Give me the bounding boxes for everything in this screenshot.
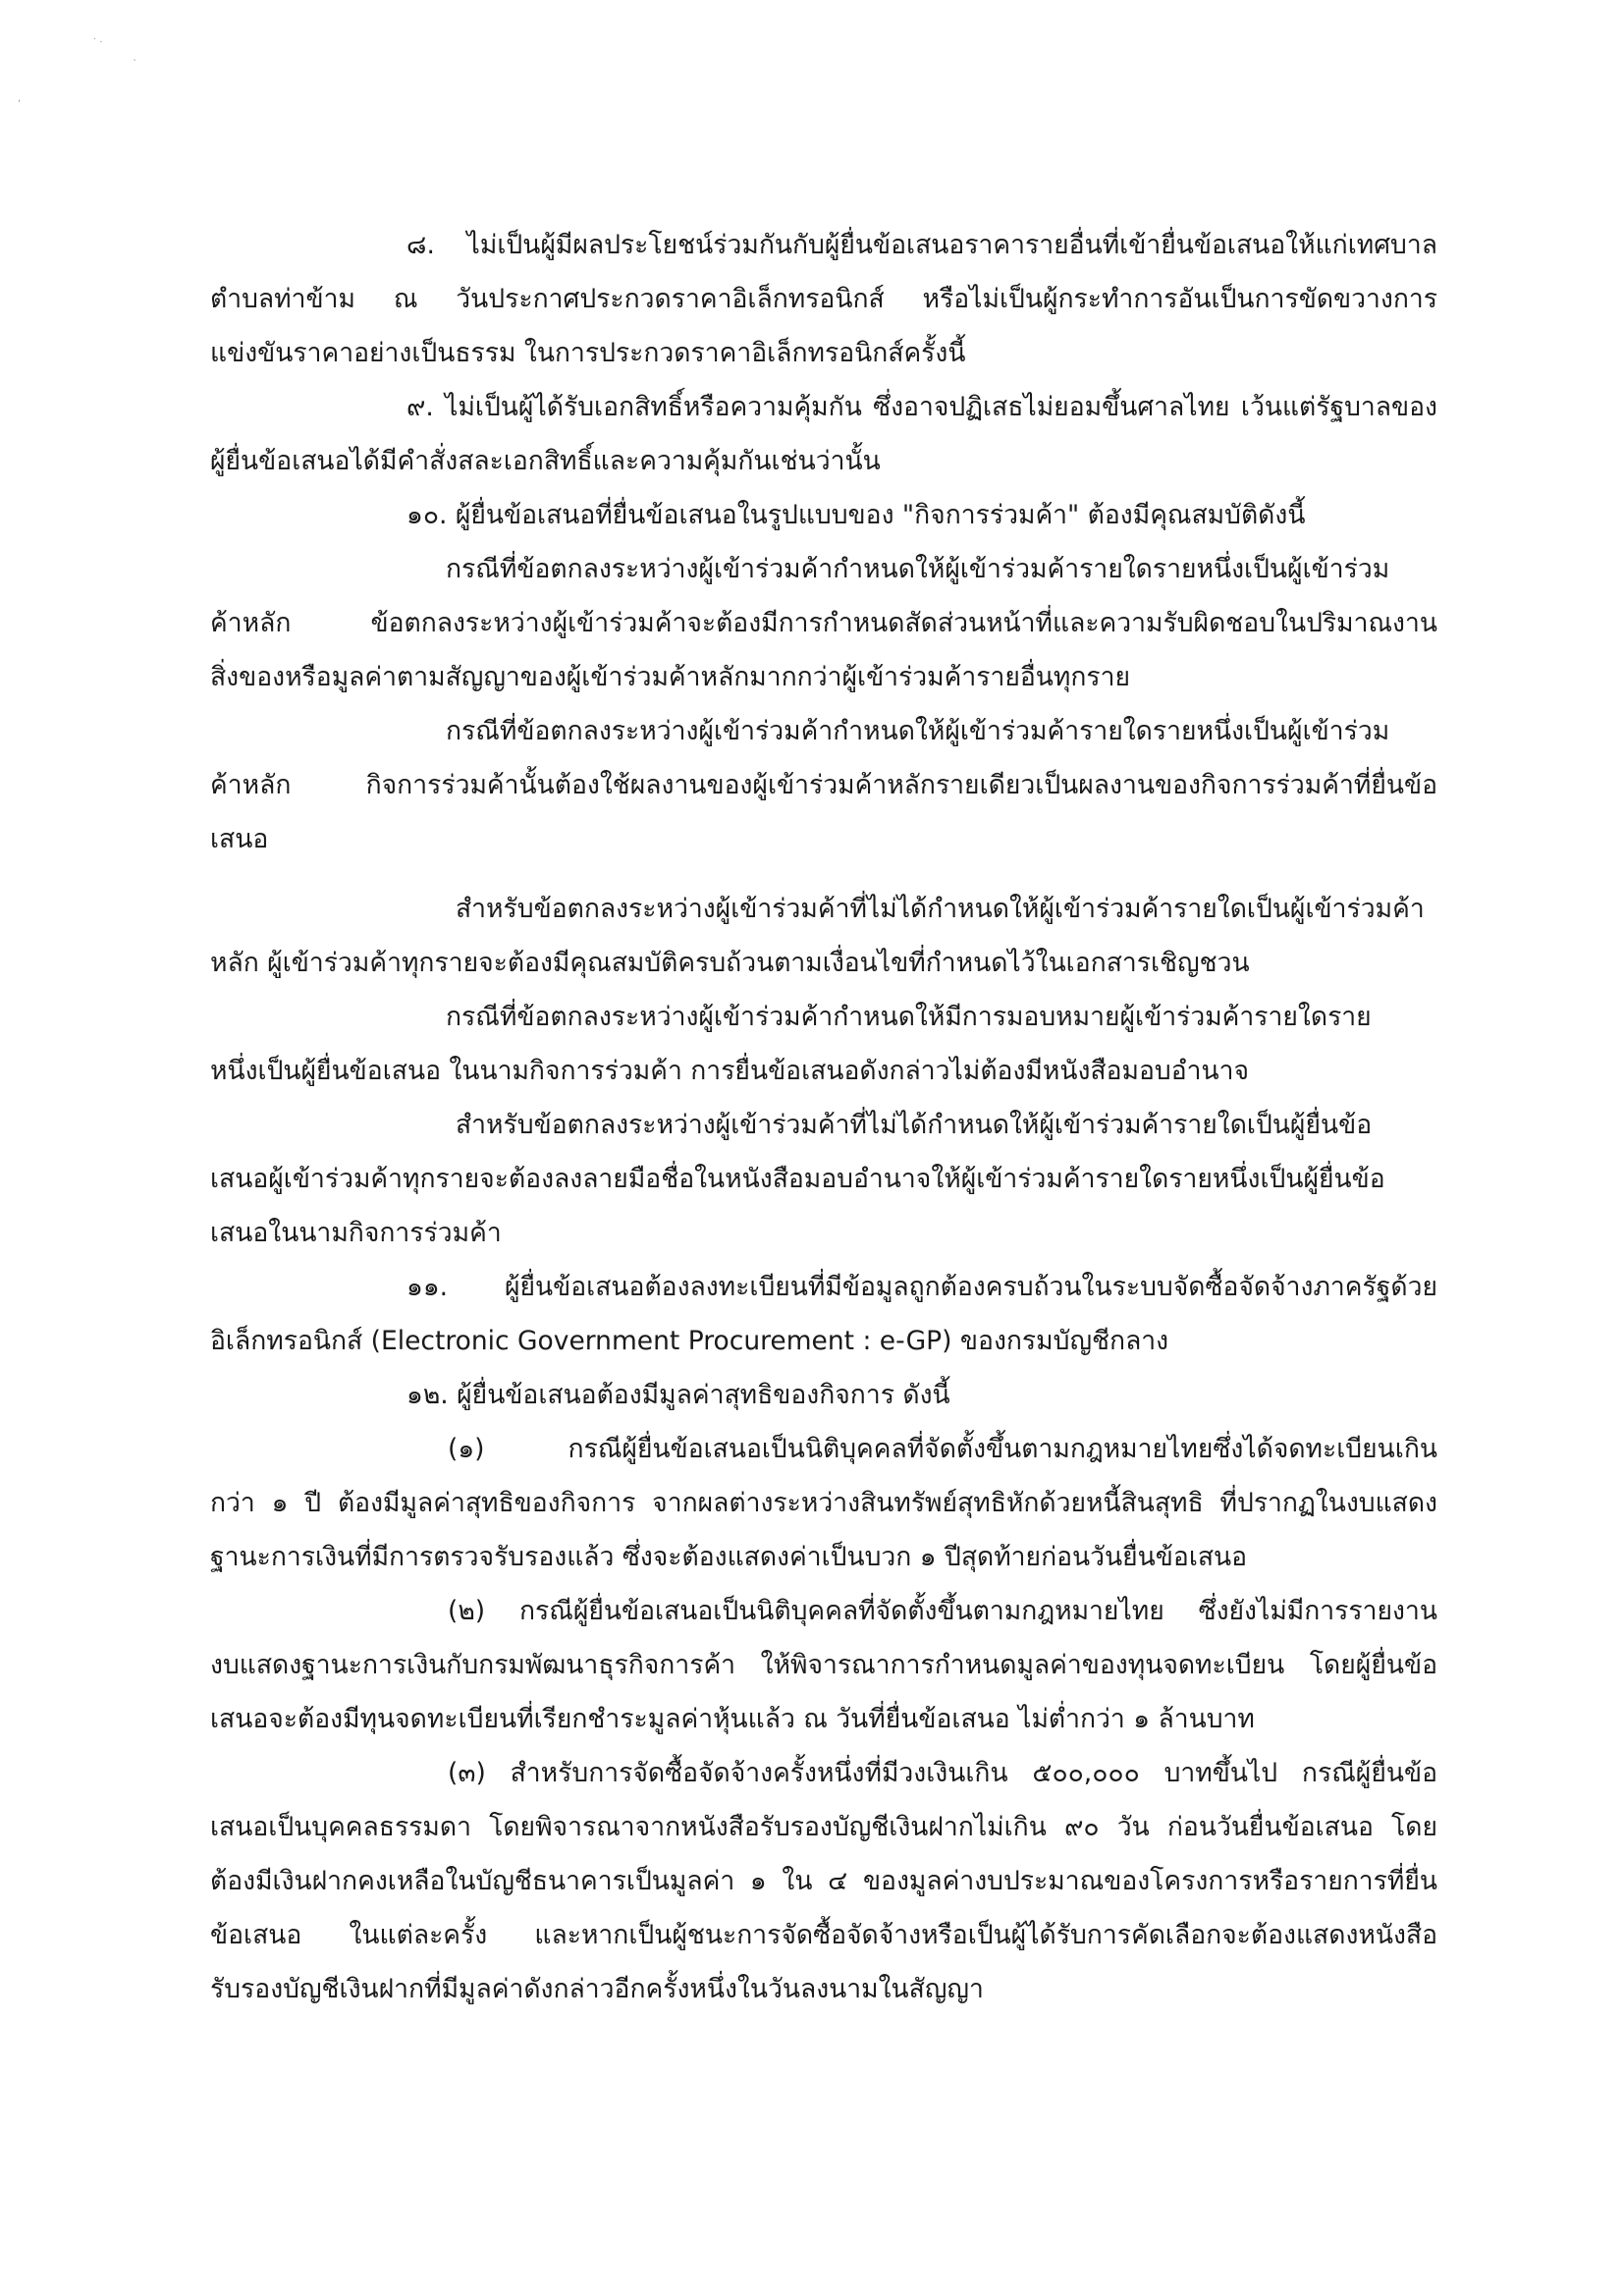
- clause-11-line-1: ๑๑. ผู้ยื่นข้อเสนอต้องลงทะเบียนที่มีข้อมูลถูกต้องครบถ้วนในระบบจัดซื้อจัดจ้างภาครัฐด้วย: [406, 1272, 1437, 1302]
- clause-10-para-1-line-2: ค้าหลัก ข้อตกลงระหว่างผู้เข้าร่วมค้าจะต้องมีการกำหนดสัดส่วนหน้าที่และความรับผิดชอบในปริมาณงาน: [210, 608, 1437, 638]
- clause-8-line-3: แข่งขันราคาอย่างเป็นธรรม ในการประกวดราคาอิเล็กทรอนิกส์ครั้งนี้: [210, 338, 966, 368]
- clause-12-heading: ๑๒. ผู้ยื่นข้อเสนอต้องมีมูลค่าสุทธิของกิจการ ดังนี้: [406, 1380, 950, 1410]
- clause-10-para-2-line-2: ค้าหลัก กิจการร่วมค้านั้นต้องใช้ผลงานของผู้เข้าร่วมค้าหลักรายเดียวเป็นผลงานของกิจการร่วมค้าที่ยื่นข้อ: [210, 770, 1437, 800]
- clause-10-para-3-line-2: หลัก ผู้เข้าร่วมค้าทุกรายจะต้องมีคุณสมบัติครบถ้วนตามเงื่อนไขที่กำหนดไว้ในเอกสารเชิญชวน: [210, 948, 1250, 978]
- clause-12-3-line-1: (๓) สำหรับการจัดซื้อจัดจ้างครั้งหนึ่งที่มีวงเงินเกิน ๕๐๐,๐๐๐ บาทขึ้นไป กรณีผู้ยื่นข้อ: [448, 1758, 1437, 1788]
- clause-9-line-2: ผู้ยื่นข้อเสนอได้มีคำสั่งสละเอกสิทธิ์และความคุ้มกันเช่นว่านั้น: [210, 446, 881, 476]
- clause-12-1-line-2: กว่า ๑ ปี ต้องมีมูลค่าสุทธิของกิจการ จากผลต่างระหว่างสินทรัพย์สุทธิหักด้วยหนี้สินสุทธิ ที่ปรากฏในงบแสดง: [210, 1488, 1437, 1518]
- clause-10-para-1-line-1: กรณีที่ข้อตกลงระหว่างผู้เข้าร่วมค้ากำหนดให้ผู้เข้าร่วมค้ารายใดรายหนึ่งเป็นผู้เข้าร่วม: [446, 554, 1390, 584]
- clause-12-1-line-3: ฐานะการเงินที่มีการตรวจรับรองแล้ว ซึ่งจะต้องแสดงค่าเป็นบวก ๑ ปีสุดท้ายก่อนวันยื่นข้อเสนอ: [210, 1542, 1248, 1572]
- scan-speck: ,: [18, 93, 22, 104]
- clause-12-3-line-5: รับรองบัญชีเงินฝากที่มีมูลค่าดังกล่าวอีกครั้งหนึ่งในวันลงนามในสัญญา: [210, 1974, 984, 2004]
- document-body: [210, 218, 1437, 2016]
- clause-12-2-line-2: งบแสดงฐานะการเงินกับกรมพัฒนาธุรกิจการค้า ให้พิจารณาการกำหนดมูลค่าของทุนจดทะเบียน โดยผู้ยื่นข้อ: [210, 1650, 1437, 1680]
- clause-10-para-4-line-1: กรณีที่ข้อตกลงระหว่างผู้เข้าร่วมค้ากำหนดให้มีการมอบหมายผู้เข้าร่วมค้ารายใดราย: [446, 1002, 1372, 1032]
- clause-10-para-5-line-1: สำหรับข้อตกลงระหว่างผู้เข้าร่วมค้าที่ไม่ได้กำหนดให้ผู้เข้าร่วมค้ารายใดเป็นผู้ยื่นข้อ: [456, 1110, 1373, 1140]
- clause-12-3-line-2: เสนอเป็นบุคคลธรรมดา โดยพิจารณาจากหนังสือรับรองบัญชีเงินฝากไม่เกิน ๙๐ วัน ก่อนวันยื่นข้อเสนอ โดย: [210, 1812, 1437, 1842]
- clause-11-line-2: อิเล็กทรอนิกส์ (Electronic Government Procurement : e-GP) ของกรมบัญชีกลาง: [210, 1326, 1169, 1356]
- clause-10-para-3-line-1: สำหรับข้อตกลงระหว่างผู้เข้าร่วมค้าที่ไม่ได้กำหนดให้ผู้เข้าร่วมค้ารายใดเป็นผู้เข้าร่วมค้า: [456, 894, 1425, 924]
- clause-10-para-5-line-3: เสนอในนามกิจการร่วมค้า: [210, 1218, 502, 1248]
- clause-8-line-1: ๘. ไม่เป็นผู้มีผลประโยชน์ร่วมกันกับผู้ยื่นข้อเสนอราคารายอื่นที่เข้ายื่นข้อเสนอให้แก่เทศบาล: [406, 230, 1437, 260]
- clause-10-para-4-line-2: หนึ่งเป็นผู้ยื่นข้อเสนอ ในนามกิจการร่วมค้า การยื่นข้อเสนอดังกล่าวไม่ต้องมีหนังสือมอบอำนาจ: [210, 1056, 1250, 1086]
- clause-10-para-2-line-3: เสนอ: [210, 824, 269, 854]
- clause-10-para-1-line-3: สิ่งของหรือมูลค่าตามสัญญาของผู้เข้าร่วมค้าหลักมากกว่าผู้เข้าร่วมค้ารายอื่นทุกราย: [210, 662, 1131, 692]
- clause-12-3-line-3: ต้องมีเงินฝากคงเหลือในบัญชีธนาคารเป็นมูลค่า ๑ ใน ๔ ของมูลค่างบประมาณของโครงการหรือรายการที่ยื่น: [210, 1866, 1437, 1896]
- clause-12-2-line-3: เสนอจะต้องมีทุนจดทะเบียนที่เรียกชำระมูลค่าหุ้นแล้ว ณ วันที่ยื่นข้อเสนอ ไม่ต่ำกว่า ๑ ล้านบาท: [210, 1704, 1255, 1734]
- clause-9-line-1: ๙. ไม่เป็นผู้ได้รับเอกสิทธิ์หรือความคุ้มกัน ซึ่งอาจปฏิเสธไม่ยอมขึ้นศาลไทย เว้นแต่รัฐบาลของ: [406, 392, 1437, 422]
- scan-speck: `: [133, 59, 137, 70]
- clause-10-heading: ๑๐. ผู้ยื่นข้อเสนอที่ยื่นข้อเสนอในรูปแบบของ "กิจการร่วมค้า" ต้องมีคุณสมบัติดังนี้: [406, 500, 1306, 530]
- clause-12-2-line-1: (๒) กรณีผู้ยื่นข้อเสนอเป็นนิติบุคคลที่จัดตั้งขึ้นตามกฎหมายไทย ซึ่งยังไม่มีการรายงาน: [448, 1596, 1437, 1626]
- clause-10-para-2-line-1: กรณีที่ข้อตกลงระหว่างผู้เข้าร่วมค้ากำหนดให้ผู้เข้าร่วมค้ารายใดรายหนึ่งเป็นผู้เข้าร่วม: [446, 716, 1390, 746]
- clause-12-1-line-1: (๑) กรณีผู้ยื่นข้อเสนอเป็นนิติบุคคลที่จัดตั้งขึ้นตามกฎหมายไทยซึ่งได้จดทะเบียนเกิน: [448, 1434, 1437, 1464]
- scan-speck: · .: [93, 34, 103, 45]
- clause-10-para-5-line-2: เสนอผู้เข้าร่วมค้าทุกรายจะต้องลงลายมือชื่อในหนังสือมอบอำนาจให้ผู้เข้าร่วมค้ารายใดรายหนึ่งเป็นผู้ยื่นข้อ: [210, 1164, 1385, 1194]
- clause-8-line-2: ตำบลท่าข้าม ณ วันประกาศประกวดราคาอิเล็กทรอนิกส์ หรือไม่เป็นผู้กระทำการอันเป็นการขัดขวางการ: [210, 284, 1437, 314]
- clause-12-3-line-4: ข้อเสนอ ในแต่ละครั้ง และหากเป็นผู้ชนะการจัดซื้อจัดจ้างหรือเป็นผู้ได้รับการคัดเลือกจะต้องแสดงหนังสือ: [210, 1920, 1437, 1950]
